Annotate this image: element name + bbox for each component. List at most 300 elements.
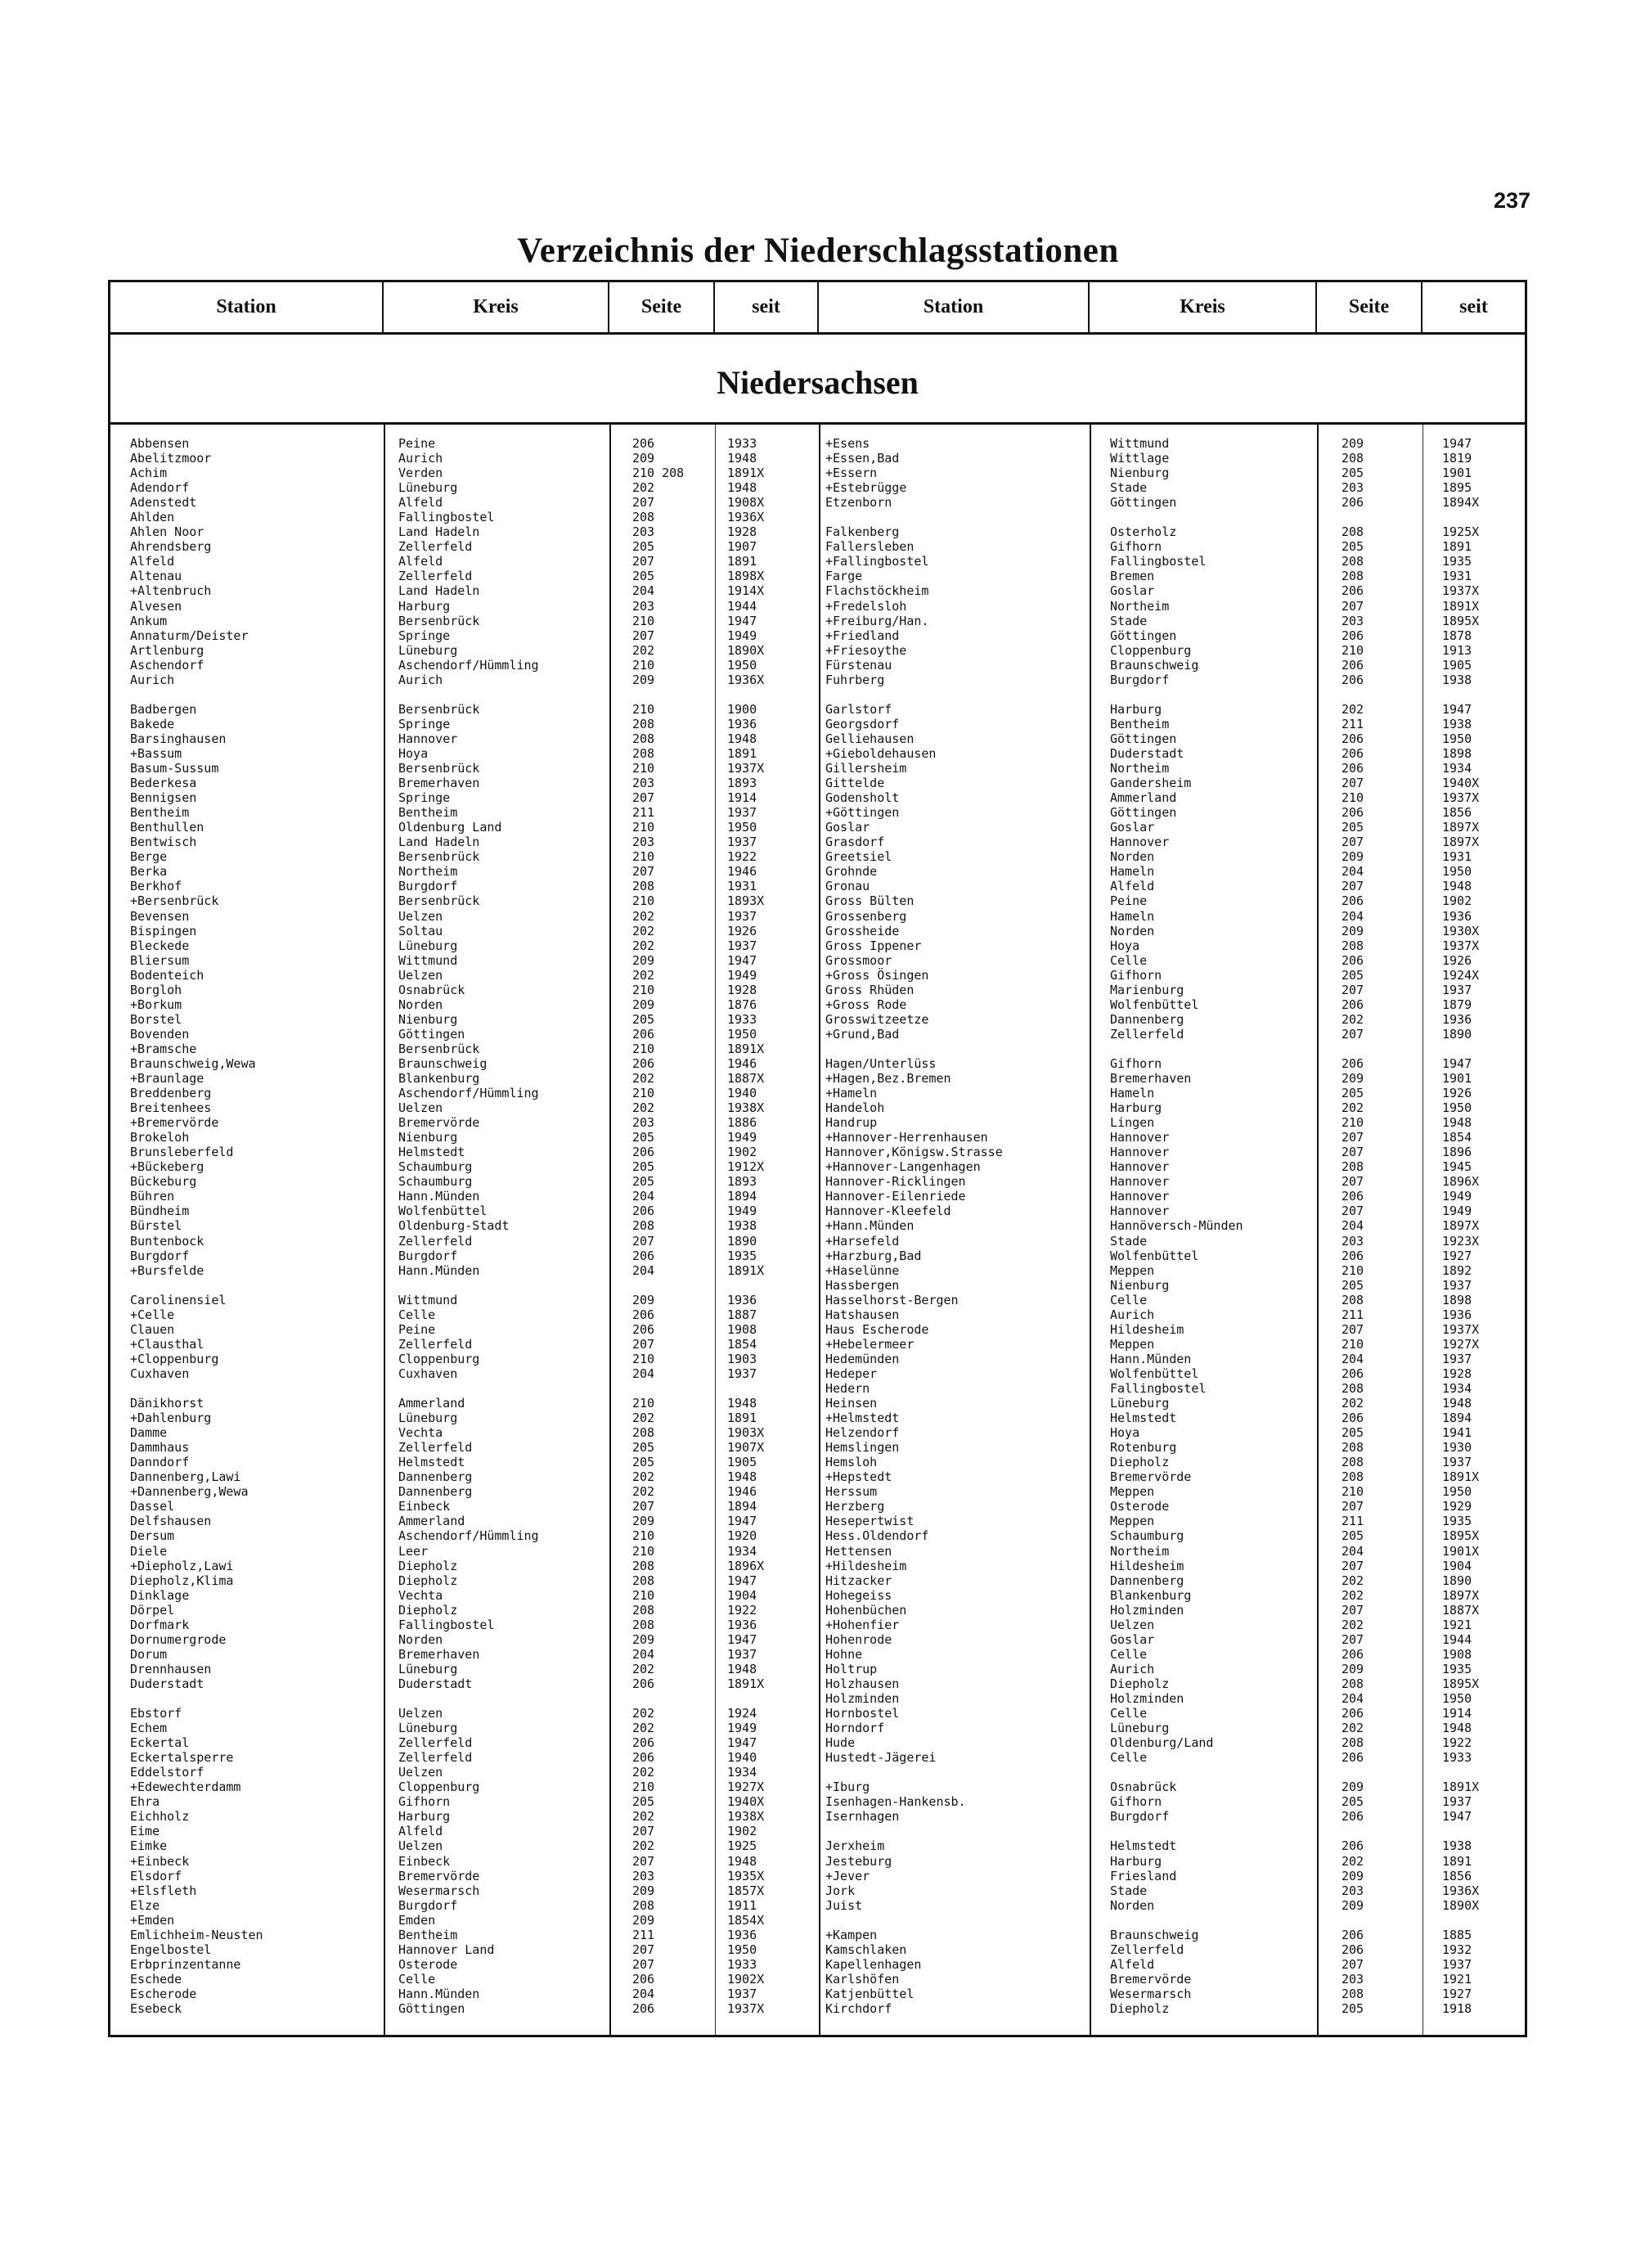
left-station-cell: +Bassum [130, 745, 182, 761]
right-seit-cell: 1950 [1442, 864, 1472, 880]
left-seite-cell: 208 [632, 1617, 655, 1632]
left-seite-cell: 206 [632, 1055, 655, 1071]
left-seite-cell: 208 [632, 1558, 655, 1573]
left-station-cell: +Bremervörde [130, 1115, 219, 1131]
right-station-cell: +Hannover-Langenhagen [825, 1159, 981, 1175]
left-seite-cell: 210 [632, 657, 655, 673]
left-seite-cell: 207 [632, 1824, 655, 1839]
left-seit-cell: 1937 [727, 938, 757, 953]
left-kreis-cell: Uelzen [398, 908, 443, 924]
right-seite-cell: 202 [1342, 701, 1364, 717]
left-station-cell: Bovenden [130, 1026, 190, 1042]
left-kreis-cell: Zellerfeld [398, 539, 473, 555]
left-seit-cell: 1936 [727, 1292, 757, 1307]
left-seite-cell: 205 [632, 1455, 655, 1470]
right-station-cell: Fürstenau [825, 657, 892, 673]
right-seite-cell: 210 [1342, 1115, 1364, 1131]
right-seit-cell: 1922 [1442, 1735, 1472, 1751]
right-station-cell: Gronau [825, 879, 870, 894]
right-kreis-cell: Meppen [1110, 1514, 1155, 1529]
right-seite-cell: 202 [1342, 1100, 1364, 1116]
right-kreis-cell: Friesland [1110, 1868, 1177, 1883]
right-kreis-cell: Osterode [1110, 1499, 1170, 1514]
right-seite-cell: 205 [1342, 1277, 1364, 1293]
right-kreis-cell: Holzminden [1110, 1602, 1184, 1618]
group-gap [632, 687, 706, 702]
left-station-cell: Ahrendsberg [130, 539, 212, 555]
left-kreis-cell: Land Hadeln [398, 835, 480, 850]
left-seite-cell: 210 [632, 849, 655, 865]
left-station-cell: Achim [130, 466, 168, 481]
right-seit-cell: 1947 [1442, 1809, 1472, 1825]
group-gap [398, 687, 603, 702]
right-kreis-cell: Norden [1110, 1897, 1155, 1913]
left-kreis-cell: Leer [398, 1543, 429, 1559]
left-kreis-cell: Helmstedt [398, 1145, 465, 1160]
left-station-cell: Berka [130, 864, 168, 880]
right-station-cell: +Hagen,Bez.Bremen [825, 1071, 951, 1087]
left-station-cell: Drennhausen [130, 1661, 212, 1676]
left-seit-cell: 1936 [727, 716, 757, 731]
left-station-cell: Burgdorf [130, 1248, 190, 1263]
left-kreis-cell: Bersenbrück [398, 761, 480, 776]
left-seit-cell: 1933 [727, 436, 757, 451]
left-seite-column [632, 436, 706, 2016]
right-kreis-cell: Burgdorf [1110, 1809, 1170, 1825]
left-seit-cell: 1938X [727, 1100, 765, 1116]
right-station-cell: Grosswitzeetze [825, 1011, 929, 1027]
right-seite-cell: 206 [1342, 628, 1364, 643]
left-seit-cell: 1948 [727, 1853, 757, 1869]
left-seite-cell: 210 [632, 1780, 655, 1795]
left-station-cell: Breddenberg [130, 1086, 212, 1101]
right-seite-cell: 205 [1342, 1794, 1364, 1810]
left-seit-cell: 1922 [727, 849, 757, 865]
right-kreis-cell: Hameln [1110, 1086, 1155, 1101]
left-seit-cell: 1891X [727, 1262, 765, 1278]
left-seite-cell: 210 [632, 1396, 655, 1411]
right-kreis-cell: Meppen [1110, 1484, 1155, 1500]
left-kreis-cell: Blankenburg [398, 1071, 480, 1087]
right-kreis-cell: Gifhorn [1110, 1794, 1162, 1810]
group-gap [727, 1278, 809, 1293]
right-seite-cell: 205 [1342, 967, 1364, 983]
right-station-cell: Georgsdorf [825, 716, 900, 731]
right-station-cell: Hedeper [825, 1366, 878, 1381]
left-station-cell: Eckertalsperre [130, 1750, 234, 1766]
right-seit-cell: 1927 [1442, 1986, 1472, 2001]
left-station-cell: Diepholz,Klima [130, 1573, 234, 1588]
left-seite-cell: 203 [632, 524, 655, 540]
left-station-cell: Adenstedt [130, 495, 197, 511]
group-gap [130, 687, 375, 702]
right-seite-cell: 206 [1342, 761, 1364, 776]
right-station-cell: Hannover-Kleefeld [825, 1204, 951, 1219]
right-seit-cell: 1926 [1442, 1086, 1472, 1101]
left-station-cell: Bederkesa [130, 776, 197, 791]
right-seite-cell: 209 [1342, 1780, 1364, 1795]
left-seit-cell: 1908X [727, 495, 765, 511]
left-kreis-cell: Göttingen [398, 1026, 465, 1042]
group-gap [1442, 1765, 1524, 1780]
left-seite-cell: 204 [632, 1986, 655, 2001]
right-seite-cell: 211 [1342, 1514, 1364, 1529]
right-kreis-cell: Stade [1110, 613, 1148, 628]
left-station-cell: Damme [130, 1425, 168, 1441]
right-seit-cell: 1934 [1442, 761, 1472, 776]
left-station-cell: Bennigsen [130, 790, 197, 806]
left-station-cell: +Dahlenburg [130, 1411, 212, 1426]
table-body [110, 425, 1525, 2035]
left-seite-cell: 205 [632, 1174, 655, 1190]
left-seit-cell: 1926 [727, 923, 757, 938]
right-seite-cell: 205 [1342, 1086, 1364, 1101]
right-seit-cell: 1856 [1442, 805, 1472, 821]
right-seite-cell: 208 [1342, 1159, 1364, 1175]
right-seit-cell: 1918 [1442, 2000, 1472, 2016]
right-seite-cell: 210 [1342, 1262, 1364, 1278]
left-seit-cell: 1887X [727, 1071, 765, 1087]
right-seite-cell: 206 [1342, 731, 1364, 746]
right-kreis-cell: Oldenburg/Land [1110, 1735, 1214, 1751]
right-seit-cell: 1934 [1442, 1381, 1472, 1396]
left-station-cell: +Dannenberg,Wewa [130, 1484, 249, 1500]
right-seite-cell: 208 [1342, 1986, 1364, 2001]
left-seite-cell: 209 [632, 1912, 655, 1928]
left-seit-cell: 1947 [727, 1573, 757, 1588]
left-kreis-cell: Osnabrück [398, 982, 465, 997]
left-station-cell: Escherode [130, 1986, 197, 2001]
right-kreis-cell: Diepholz [1110, 1676, 1170, 1691]
right-seit-cell: 1950 [1442, 1484, 1472, 1500]
right-station-cell: Horndorf [825, 1721, 885, 1736]
right-kreis-cell: Bremervörde [1110, 1469, 1192, 1485]
group-gap [130, 1278, 375, 1293]
right-station-cell: Hess.Oldendorf [825, 1528, 929, 1544]
left-station-cell: +Celle [130, 1307, 175, 1322]
group-gap [825, 1824, 1083, 1838]
right-seit-column [1442, 436, 1524, 2016]
group-gap [1342, 1913, 1415, 1928]
left-seit-cell: 1928 [727, 982, 757, 997]
left-station-cell: Annaturm/Deister [130, 628, 249, 643]
left-seite-cell: 208 [632, 510, 655, 525]
left-seit-cell: 1894 [727, 1189, 757, 1204]
right-seite-cell: 205 [1342, 466, 1364, 481]
left-seite-cell: 206 [632, 2000, 655, 2016]
right-seit-cell: 1891 [1442, 539, 1472, 555]
left-seit-cell: 1902 [727, 1824, 757, 1839]
left-seite-cell: 202 [632, 1838, 655, 1854]
right-kreis-cell: Goslar [1110, 820, 1155, 835]
right-kreis-cell: Alfeld [1110, 879, 1155, 894]
right-seite-cell: 206 [1342, 745, 1364, 761]
left-seite-cell: 207 [632, 1853, 655, 1869]
left-seit-cell: 1946 [727, 864, 757, 880]
left-kreis-cell: Uelzen [398, 1838, 443, 1854]
left-kreis-cell: Bersenbrück [398, 1041, 480, 1056]
right-kreis-cell: Celle [1110, 1292, 1148, 1307]
left-seit-cell: 1924 [727, 1706, 757, 1721]
left-kreis-cell: Oldenburg Land [398, 820, 502, 835]
group-gap [398, 1278, 603, 1293]
right-seit-cell: 1897X [1442, 1218, 1480, 1234]
left-kreis-cell: Lüneburg [398, 938, 458, 953]
right-kreis-cell: Gifhorn [1110, 1055, 1162, 1071]
left-seite-cell: 206 [632, 1204, 655, 1219]
left-seit-cell: 1893 [727, 1174, 757, 1190]
right-seit-cell: 1895 [1442, 480, 1472, 496]
right-station-cell: +Iburg [825, 1780, 870, 1795]
left-kreis-cell: Aschendorf/Hümmling [398, 1528, 539, 1544]
right-seit-cell: 1927X [1442, 1336, 1480, 1352]
left-station-cell: Clauen [130, 1321, 175, 1337]
right-station-column [825, 436, 1083, 2016]
left-kreis-cell: Hannover Land [398, 1942, 495, 1957]
right-seite-cell: 209 [1342, 1868, 1364, 1883]
right-seit-cell: 1938 [1442, 716, 1472, 731]
left-kreis-cell: Land Hadeln [398, 524, 480, 540]
right-station-cell: Juist [825, 1897, 863, 1913]
left-seit-cell: 1944 [727, 598, 757, 614]
left-seite-cell: 206 [632, 1750, 655, 1766]
left-kreis-cell: Alfeld [398, 495, 443, 511]
right-seite-cell: 206 [1342, 1838, 1364, 1854]
left-seit-cell: 1891 [727, 1411, 757, 1426]
right-seite-cell: 202 [1342, 1721, 1364, 1736]
left-seit-cell: 1931 [727, 879, 757, 894]
right-kreis-cell: Northeim [1110, 1543, 1170, 1559]
left-station-cell: Alvesen [130, 598, 182, 614]
left-station-cell: Bühren [130, 1189, 175, 1204]
left-seite-cell: 206 [632, 1145, 655, 1160]
left-seit-cell: 1927X [727, 1780, 765, 1795]
right-seit-cell: 1935 [1442, 1514, 1472, 1529]
right-station-cell: Grohnde [825, 864, 878, 880]
left-kreis-cell: Lüneburg [398, 642, 458, 658]
right-station-cell: +Freiburg/Han. [825, 613, 929, 628]
right-station-cell: +Kampen [825, 1927, 878, 1942]
left-station-cell: Bodenteich [130, 967, 204, 983]
left-seite-cell: 209 [632, 1631, 655, 1647]
right-seit-cell: 1904 [1442, 1558, 1472, 1573]
left-seit-column [727, 436, 809, 2016]
right-station-cell: Hannover,Königsw.Strasse [825, 1145, 1003, 1160]
left-station-cell: +Bückeberg [130, 1159, 204, 1175]
left-seit-cell: 1937X [727, 2000, 765, 2016]
left-station-cell: Benthullen [130, 820, 204, 835]
left-seite-cell: 206 [632, 1971, 655, 1987]
left-station-cell: Dassel [130, 1499, 175, 1514]
left-seit-cell: 1928 [727, 524, 757, 540]
left-station-cell: Ehra [130, 1794, 160, 1810]
right-kreis-cell: Hannover [1110, 1159, 1170, 1175]
right-seite-cell: 210 [1342, 1484, 1364, 1500]
left-station-cell: Borstel [130, 1011, 182, 1027]
left-kreis-cell: Hann.Münden [398, 1986, 480, 2001]
left-seit-cell: 1934 [727, 1543, 757, 1559]
right-kreis-cell: Schaumburg [1110, 1528, 1184, 1544]
page-number: 237 [1494, 188, 1531, 213]
right-seite-cell: 207 [1342, 835, 1364, 850]
left-seite-cell: 202 [632, 1661, 655, 1676]
group-gap [825, 1042, 1083, 1056]
left-station-cell: Barsinghausen [130, 731, 227, 746]
right-seit-cell: 1947 [1442, 436, 1472, 451]
right-kreis-cell: Aurich [1110, 1661, 1155, 1676]
right-kreis-cell: Rotenburg [1110, 1440, 1177, 1456]
right-station-cell: Grossmoor [825, 952, 892, 968]
group-gap [825, 510, 1083, 524]
right-kreis-column [1110, 436, 1315, 2016]
group-gap [1110, 1765, 1315, 1780]
right-station-cell: +Hepstedt [825, 1469, 892, 1485]
left-seite-cell: 207 [632, 1942, 655, 1957]
left-seit-cell: 1911 [727, 1897, 757, 1913]
left-seite-cell: 210 [632, 613, 655, 628]
left-seit-cell: 1857X [727, 1883, 765, 1898]
left-kreis-cell: Lüneburg [398, 480, 458, 496]
right-station-cell: +Friedland [825, 628, 900, 643]
left-station-cell: Dänikhorst [130, 1396, 204, 1411]
left-seit-cell: 1950 [727, 657, 757, 673]
left-seite-cell: 202 [632, 1484, 655, 1500]
right-seit-cell: 1894 [1442, 1411, 1472, 1426]
left-seit-cell: 1893X [727, 893, 765, 909]
right-seite-cell: 204 [1342, 908, 1364, 924]
right-kreis-cell: Hildesheim [1110, 1321, 1184, 1337]
left-station-cell: Eimke [130, 1838, 168, 1854]
right-station-cell: Handrup [825, 1115, 878, 1131]
right-kreis-cell: Hannover [1110, 1145, 1170, 1160]
right-seit-cell: 1935 [1442, 554, 1472, 569]
right-seite-cell: 202 [1342, 1396, 1364, 1411]
left-station-cell: Altenau [130, 569, 182, 584]
right-seite-cell: 207 [1342, 1130, 1364, 1145]
left-seite-cell: 204 [632, 1646, 655, 1662]
right-kreis-cell: Hannöversch-Münden [1110, 1218, 1243, 1234]
left-kreis-cell: Peine [398, 436, 436, 451]
region-heading: Niedersachsen [110, 335, 1525, 425]
right-kreis-cell: Aurich [1110, 1307, 1155, 1322]
left-kreis-cell: Uelzen [398, 967, 443, 983]
right-station-cell: Karlshöfen [825, 1971, 900, 1987]
right-seite-cell: 206 [1342, 997, 1364, 1012]
right-seit-cell: 1929 [1442, 1499, 1472, 1514]
left-kreis-cell: Aschendorf/Hümmling [398, 657, 539, 673]
left-kreis-cell: Ammerland [398, 1396, 465, 1411]
right-station-cell: +Estebrügge [825, 480, 907, 496]
right-kreis-cell: Goslar [1110, 1631, 1155, 1647]
right-seit-cell: 1940X [1442, 776, 1480, 791]
left-station-cell: Ahlen Noor [130, 524, 204, 540]
header-seit-left: seit [715, 282, 819, 332]
left-seit-cell: 1948 [727, 451, 757, 466]
group-gap [130, 1381, 375, 1396]
right-kreis-cell: Norden [1110, 923, 1155, 938]
left-kreis-cell: Land Hadeln [398, 583, 480, 599]
group-gap [1442, 687, 1524, 702]
right-kreis-cell: Göttingen [1110, 495, 1177, 511]
right-kreis-cell: Braunschweig [1110, 657, 1199, 673]
right-station-cell: Helzendorf [825, 1425, 900, 1441]
right-station-cell: Goslar [825, 820, 870, 835]
left-seit-cell: 1891X [727, 1041, 765, 1056]
left-seite-cell: 206 [632, 1321, 655, 1337]
left-station-cell: +Braunlage [130, 1071, 204, 1087]
right-seit-cell: 1924X [1442, 967, 1480, 983]
right-seite-cell: 208 [1342, 524, 1364, 540]
left-seit-cell: 1948 [727, 1661, 757, 1676]
right-seite-cell: 208 [1342, 1676, 1364, 1691]
left-station-cell: Diele [130, 1543, 168, 1559]
right-seite-cell: 202 [1342, 1573, 1364, 1588]
right-station-cell: Garlstorf [825, 701, 892, 717]
left-seite-cell: 210 [632, 820, 655, 835]
group-gap [727, 1691, 809, 1706]
right-seite-cell: 206 [1342, 1189, 1364, 1204]
left-station-cell: Esebeck [130, 2000, 182, 2016]
right-seit-cell: 1944 [1442, 1631, 1472, 1647]
left-kreis-cell: Celle [398, 1971, 436, 1987]
left-kreis-cell: Nienburg [398, 1130, 458, 1145]
group-gap [398, 1381, 603, 1396]
right-station-cell: +Harzburg,Bad [825, 1248, 922, 1263]
right-seit-cell: 1948 [1442, 879, 1472, 894]
left-station-cell: +Emden [130, 1912, 175, 1928]
left-seite-cell: 205 [632, 1440, 655, 1456]
left-seite-cell: 208 [632, 745, 655, 761]
right-seite-cell: 207 [1342, 1321, 1364, 1337]
right-station-cell: Hassbergen [825, 1277, 900, 1293]
left-seite-cell: 207 [632, 1499, 655, 1514]
left-kreis-cell: Bremervörde [398, 1868, 480, 1883]
right-seite-cell: 206 [1342, 1411, 1364, 1426]
right-seit-cell: 1937 [1442, 982, 1472, 997]
right-kreis-cell: Wolfenbüttel [1110, 997, 1199, 1012]
left-seite-cell: 210 [632, 982, 655, 997]
left-seite-cell: 204 [632, 1366, 655, 1381]
left-station-cell: Bürstel [130, 1218, 182, 1234]
right-seit-cell: 1931 [1442, 569, 1472, 584]
left-seite-cell: 209 [632, 952, 655, 968]
right-kreis-cell: Gandersheim [1110, 776, 1192, 791]
left-seit-cell: 1903X [727, 1425, 765, 1441]
right-seit-cell: 1935 [1442, 1661, 1472, 1676]
left-seit-cell: 1936X [727, 672, 765, 687]
left-seite-cell: 205 [632, 1159, 655, 1175]
left-seit-cell: 1876 [727, 997, 757, 1012]
left-seite-cell: 202 [632, 1071, 655, 1087]
group-gap [825, 1765, 1083, 1780]
left-station-cell: Abbensen [130, 436, 190, 451]
left-kreis-cell: Göttingen [398, 2000, 465, 2016]
left-seite-cell: 205 [632, 539, 655, 555]
right-station-cell: Kirchdorf [825, 2000, 892, 2016]
left-kreis-cell: Aschendorf/Hümmling [398, 1086, 539, 1101]
left-seit-cell: 1887 [727, 1307, 757, 1322]
left-station-cell: Echem [130, 1721, 168, 1736]
left-station-cell: Breitenhees [130, 1100, 212, 1116]
right-seit-cell: 1925X [1442, 524, 1480, 540]
right-seite-cell: 204 [1342, 1690, 1364, 1706]
left-seit-cell: 1950 [727, 820, 757, 835]
right-kreis-cell: Fallingbostel [1110, 554, 1207, 569]
right-seite-cell: 209 [1342, 849, 1364, 865]
left-seite-cell: 202 [632, 923, 655, 938]
left-kreis-cell: Vechta [398, 1425, 443, 1441]
right-seit-cell: 1938 [1442, 672, 1472, 687]
